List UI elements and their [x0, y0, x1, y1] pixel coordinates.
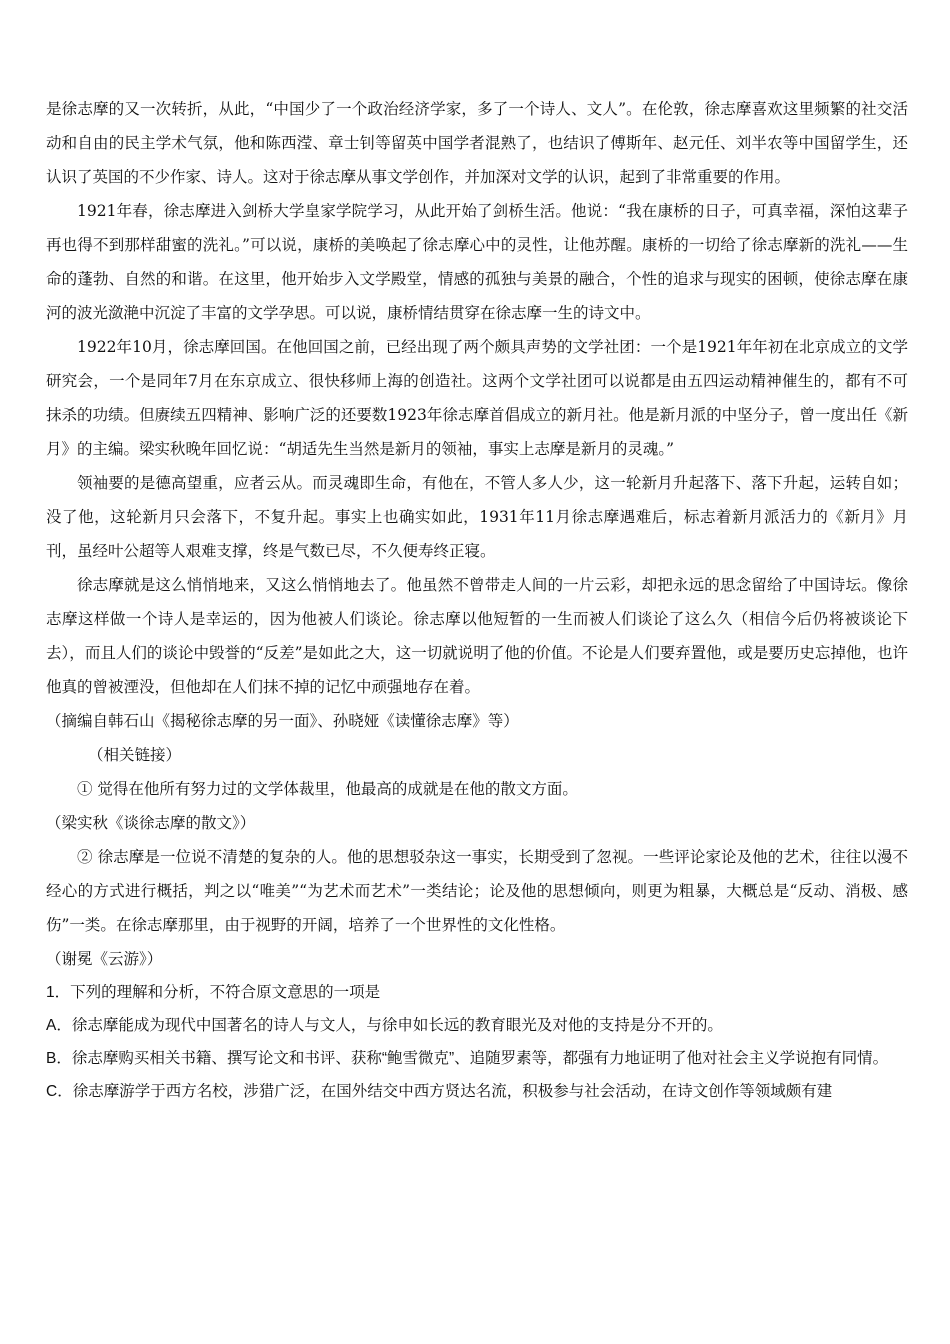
paragraph-5: 徐志摩就是这么悄悄地来，又这么悄悄地去了。他虽然不曾带走人间的一片云彩，却把永远的思念留给了中国诗坛。像徐志摩这样做一个诗人是幸运的，因为他被人们谈论。徐志摩以他短暂的一生而被人们谈论了这么久（相信今后仍将被谈论下去），而且人们的谈论中毁誉的“反差”是如此之大，这一切就说明了他的价值。不论是人们要弃置他，或是要历史忘掉他，也许他真的曾被湮没，但他却在人们抹不掉的记忆中顽强地存在着。 — [46, 576, 908, 696]
option-a: A．徐志摩能成为现代中国著名的诗人与文人，与徐申如长远的教育眼光及对他的支持是分不开的。 — [46, 1017, 723, 1034]
related-link-1-source: （梁实秋《谈徐志摩的散文》） — [46, 814, 256, 832]
paragraph-4: 领袖要的是德高望重，应者云从。而灵魂即生命，有他在，不管人多人少，这一轮新月升起落下、落下升起，运转自如；没了他，这轮新月只会落下，不复升起。事实上也确实如此，1931年11月徐志摩遇难后，标志着新月派活力的《新月》月刊，虽经叶公超等人艰难支撑，终是气数已尽，不久便寿终正寝。 — [46, 474, 908, 560]
related-link-2-source: （谢冕《云游》） — [46, 950, 163, 968]
paragraph-2: 1921年春，徐志摩进入剑桥大学皇家学院学习，从此开始了剑桥生活。他说：“我在康桥的日子，可真幸福，深怕这辈子再也得不到那样甜蜜的洗礼。”可以说，康桥的美唤起了徐志摩心中的灵性，让他苏醒。康桥的一切给了徐志摩新的洗礼——生命的蓬勃、自然的和谐。在这里，他开始步入文学殿堂，情感的孤独与美景的融合，个性的追求与现实的困顿，使徐志摩在康河的波光潋滟中沉淀了丰富的文学孕思。可以说，康桥情结贯穿在徐志摩一生的诗文中。 — [46, 202, 908, 322]
question-block — [46, 976, 908, 1108]
article-source: （摘编自韩石山《揭秘徐志摩的另一面》、孙晓娅《读懂徐志摩》等） — [46, 712, 519, 730]
paragraph-1: 是徐志摩的又一次转折，从此，“中国少了一个政治经济学家，多了一个诗人、文人”。在伦敦，徐志摩喜欢这里频繁的社交活动和自由的民主学术气氛，他和陈西滢、章士钊等留英中国学者混熟了，也结识了傅斯年、赵元任、刘半农等中国留学生，还认识了英国的不少作家、诗人。这对于徐志摩从事文学创作，并加深对文学的认识，起到了非常重要的作用。 — [46, 100, 908, 186]
related-link-2: ② 徐志摩是一位说不清楚的复杂的人。他的思想驳杂这一事实，长期受到了忽视。一些评论家论及他的艺术，往往以漫不经心的方式进行概括，判之以“唯美”“为艺术而艺术”一类结论；论及他的思想倾向，则更为粗暴，大概总是“反动、消极、感伤”一类。在徐志摩那里，由于视野的开阔，培养了一个世界性的文化性格。 — [46, 848, 908, 934]
related-link-1: ① 觉得在他所有努力过的文学体裁里，他最高的成就是在他的散文方面。 — [77, 780, 578, 798]
option-b: B．徐志摩购买相关书籍、撰写论文和书评、获称“鲍雪微克”、追随罗素等，都强有力地证明了他对社会主义学说抱有同情。 — [46, 1050, 889, 1067]
option-c: C．徐志摩游学于西方名校，涉猎广泛，在国外结交中西方贤达名流，积极参与社会活动，在诗文创作等领域颇有建 — [46, 1083, 833, 1100]
related-links-heading: （相关链接） — [88, 746, 182, 764]
document-body — [46, 92, 908, 1108]
paragraph-3: 1922年10月，徐志摩回国。在他回国之前，已经出现了两个颇具声势的文学社团：一个是1921年年初在北京成立的文学研究会，一个是同年7月在东京成立、很快移师上海的创造社。这两个文学社团可以说都是由五四运动精神催生的，都有不可抹杀的功绩。但赓续五四精神、影响广泛的还要数1923年徐志摩首倡成立的新月社。他是新月派的中坚分子，曾一度出任《新月》的主编。梁实秋晚年回忆说：“胡适先生当然是新月的领袖，事实上志摩是新月的灵魂。” — [46, 338, 908, 458]
question-stem: 1．下列的理解和分析，不符合原文意思的一项是 — [46, 984, 381, 1001]
